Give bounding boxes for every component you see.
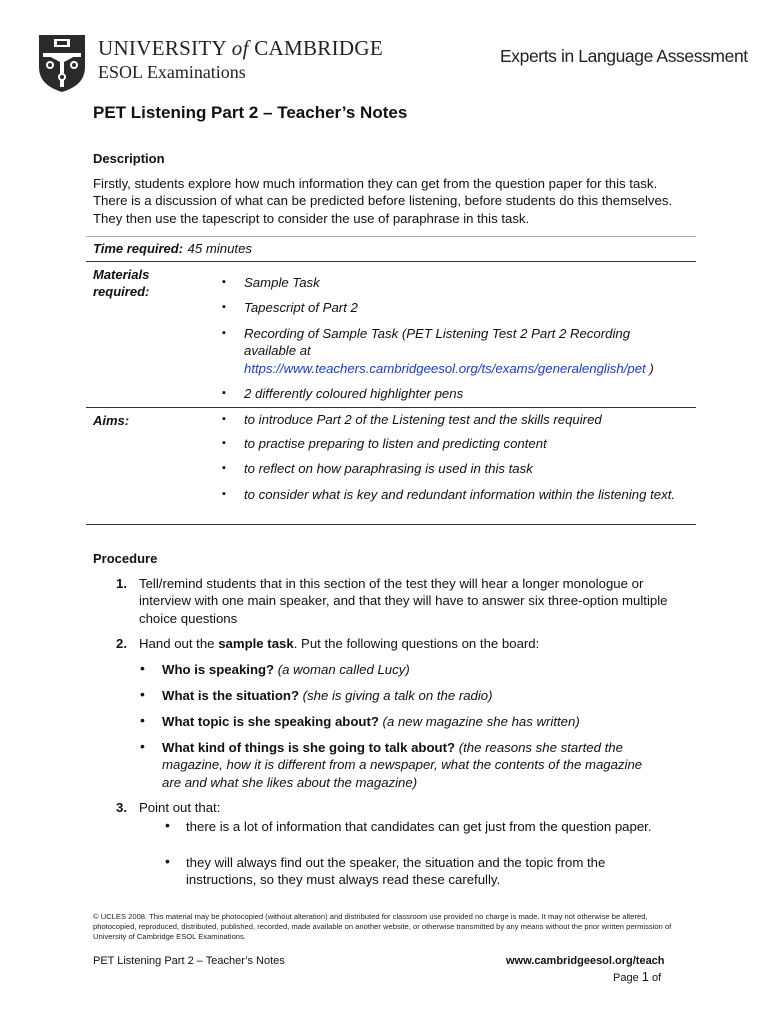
aims-item: to introduce Part 2 of the Listening test and the skills required [244, 412, 602, 427]
aims-item: to reflect on how paraphrasing is used in this task [244, 461, 533, 476]
esol-name: ESOL Examinations [98, 62, 246, 82]
step-number: 3. [116, 800, 127, 815]
bullet-icon: • [165, 817, 170, 833]
bullet-icon: ▪ [222, 413, 226, 425]
page-title: PET Listening Part 2 – Teacher’s Notes [93, 103, 408, 122]
bullet-icon: ▪ [222, 437, 226, 449]
bullet-icon: • [140, 686, 145, 702]
aims-item: to consider what is key and redundant information within the listening text. [244, 487, 676, 502]
bullet-icon: ▪ [222, 327, 226, 339]
bullet-icon: • [140, 660, 145, 676]
step-text: Point out that: [139, 800, 221, 815]
procedure-heading: Procedure [93, 551, 158, 566]
question-item: What kind of things is she going to talk about? (the reasons she started the magazine, how it is different from a newspaper, what the contents of the magazine are and what she likes about the magazine) [162, 740, 643, 790]
aims-item: to practise preparing to listen and predicting content [244, 436, 547, 451]
footer-title: PET Listening Part 2 – Teacher’s Notes [93, 955, 285, 967]
footer-url[interactable]: www.cambridgeesol.org/teach [506, 955, 665, 967]
bullet-icon: ▪ [222, 276, 226, 288]
question-item: What is the situation? (she is giving a talk on the radio) [162, 688, 493, 703]
time-required [93, 240, 252, 258]
description-heading: Description [93, 151, 165, 166]
step-number: 1. [116, 576, 127, 591]
table-rule-materials [86, 407, 696, 408]
bullet-icon: ▪ [222, 488, 226, 500]
point-item: they will always find out the speaker, the situation and the topic from the instructions, so they must always read these carefully. [186, 855, 606, 888]
bullet-icon: • [140, 712, 145, 728]
step-text: Tell/remind students that in this section of the test they will hear a longer monologue or interview with one main speaker, and that they will have to answer six three-option multiple choice questions [139, 576, 668, 626]
bullet-icon: ▪ [222, 301, 226, 313]
materials-item: 2 differently coloured highlighter pens [244, 386, 464, 401]
recording-link[interactable]: https://www.teachers.cambridgeesol.org/ts/exams/generalenglish/pet [244, 360, 646, 376]
time-value: 45 minutes [187, 241, 253, 256]
question-item: Who is speaking? (a woman called Lucy) [162, 662, 410, 677]
step-number: 2. [116, 636, 127, 651]
table-rule-bottom [86, 524, 696, 525]
cambridge-crest-icon [37, 33, 87, 93]
table-rule-top [86, 236, 696, 237]
materials-label: Materials required: [93, 267, 150, 299]
materials-item: Sample Task [244, 275, 320, 290]
bullet-icon: • [140, 738, 145, 754]
point-item: there is a lot of information that candidates can get just from the question paper. [186, 819, 652, 834]
bullet-icon: ▪ [222, 387, 226, 399]
table-rule-time [86, 261, 696, 262]
materials-item: Recording of Sample Task (PET Listening Test 2 Part 2 Recording available at https://www.teachers.cambridgeesol.org/ts/exams/generalenglish/pet ) [244, 326, 654, 376]
copyright-notice: © UCLES 2008. This material may be photocopied (without alteration) and distributed for classroom use provided no charge is made. It may not otherwise be altered, photocopied, reproduced, distributed, published, recorded, made available on another website, or otherwise transmitted by any means without the prior written permission of University of Cambridge ESOL Examinations. [93, 912, 672, 941]
tagline: Experts in Language Assessment [500, 46, 748, 66]
time-label: Time required: [93, 241, 184, 256]
page-number: Page 1 of [613, 969, 662, 984]
university-name: UNIVERSITY of CAMBRIDGE [98, 36, 383, 60]
bullet-icon: • [165, 853, 170, 869]
question-item: What topic is she speaking about? (a new magazine she has written) [162, 714, 580, 729]
step-text: Hand out the sample task. Put the following questions on the board: [139, 636, 540, 651]
aims-label: Aims: [93, 413, 130, 428]
description-text: Firstly, students explore how much information they can get from the question paper for this task. There is a discussion of what can be predicted before listening, before students do this themselves. They then use the tapescript to consider the use of paraphrase in this task. [93, 176, 673, 226]
bullet-icon: ▪ [222, 462, 226, 474]
materials-item: Tapescript of Part 2 [244, 300, 358, 315]
